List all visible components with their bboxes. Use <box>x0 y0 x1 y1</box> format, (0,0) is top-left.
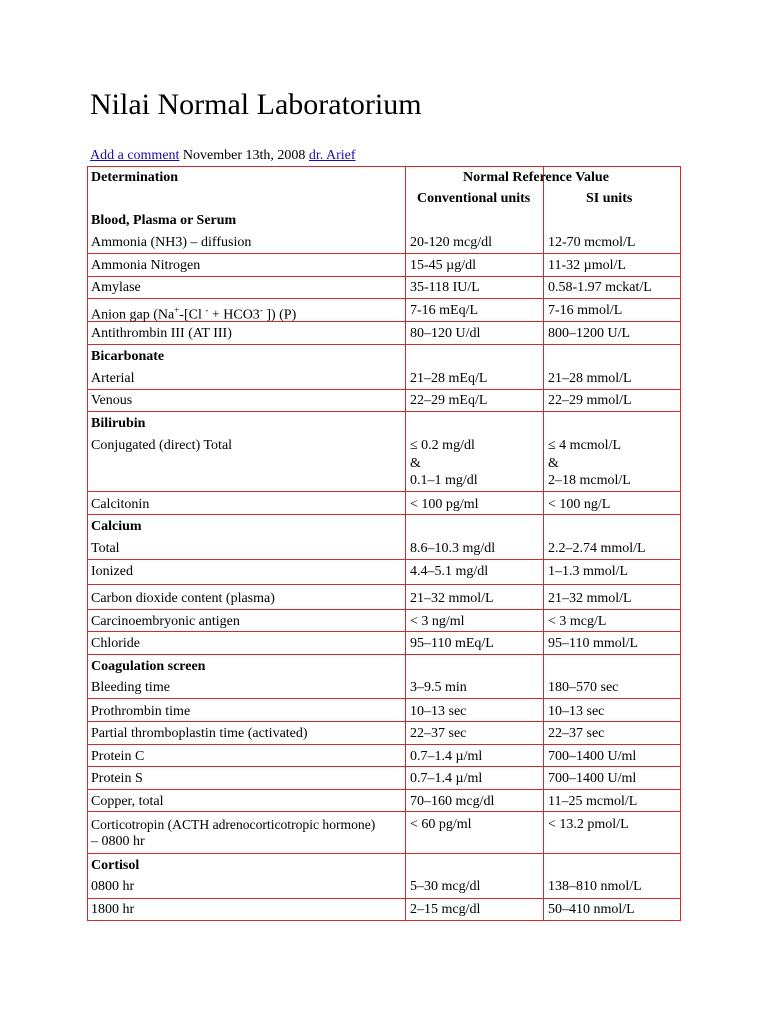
row-anion-gap-si: 7-16 mmol/L <box>548 303 623 318</box>
row-venous-name: Venous <box>91 393 133 408</box>
row-conjugated-conv-2: 0.1–1 mg/dl <box>410 473 478 488</box>
row-ptt-name: Partial thromboplastin time (activated) <box>91 726 308 741</box>
row-divider <box>87 253 681 254</box>
row-conjugated-conv-1: ≤ 0.2 mg/dl <box>410 438 475 453</box>
row-antithrombin-name: Antithrombin III (AT III) <box>91 326 232 341</box>
row-protein-c-name: Protein C <box>91 749 145 764</box>
row-arterial-name: Arterial <box>91 371 135 386</box>
header-conventional: Conventional units <box>417 191 531 206</box>
row-divider <box>87 698 681 699</box>
column-divider <box>405 166 406 921</box>
header-determination: Determination <box>91 170 179 185</box>
row-copper-name: Copper, total <box>91 794 164 809</box>
section-blood: Blood, Plasma or Serum <box>91 213 237 228</box>
row-venous-si: 22–29 mmol/L <box>548 393 632 408</box>
author-link[interactable]: dr. Arief <box>308 148 356 163</box>
row-1800-si: 50–410 nmol/L <box>548 902 635 917</box>
row-chloride-si: 95–110 mmol/L <box>548 636 639 651</box>
row-prothrombin-conv: 10–13 sec <box>410 704 467 719</box>
row-copper-conv: 70–160 mcg/dl <box>410 794 495 809</box>
row-total-si: 2.2–2.74 mmol/L <box>548 541 646 556</box>
row-acth-conv: < 60 pg/ml <box>410 817 472 832</box>
row-calcitonin-conv: < 100 pg/ml <box>410 497 479 512</box>
row-arterial-conv: 21–28 mEq/L <box>410 371 488 386</box>
row-divider <box>87 276 681 277</box>
row-ammonia-name: Ammonia (NH3) – diffusion <box>91 235 252 250</box>
row-conjugated-name: Conjugated (direct) Total <box>91 438 233 453</box>
row-calcitonin-name: Calcitonin <box>91 497 150 512</box>
row-divider <box>87 609 681 610</box>
row-total-conv: 8.6–10.3 mg/dl <box>410 541 496 556</box>
post-meta <box>90 148 356 164</box>
row-1800-conv: 2–15 mcg/dl <box>410 902 481 917</box>
row-ionized-name: Ionized <box>91 564 133 579</box>
row-anion-gap-conv: 7-16 mEq/L <box>410 303 479 318</box>
row-conjugated-si-1: ≤ 4 mcmol/L <box>548 438 622 453</box>
row-cea-si: < 3 mcg/L <box>548 614 607 629</box>
row-amylase-conv: 35-118 IU/L <box>410 280 480 295</box>
row-divider <box>87 654 681 655</box>
row-calcitonin-si: < 100 ng/L <box>548 497 611 512</box>
row-divider <box>87 898 681 899</box>
row-co2-conv: 21–32 mmol/L <box>410 591 494 606</box>
row-venous-conv: 22–29 mEq/L <box>410 393 488 408</box>
row-protein-s-conv: 0.7–1.4 µ/ml <box>410 771 483 786</box>
row-divider <box>87 584 681 585</box>
row-antithrombin-conv: 80–120 U/dl <box>410 326 481 341</box>
row-protein-c-si: 700–1400 U/ml <box>548 749 637 764</box>
row-amylase-name: Amylase <box>91 280 141 295</box>
row-ammonia-conv: 20-120 mcg/dl <box>410 235 493 250</box>
post-date: November 13th, 2008 <box>182 148 306 163</box>
row-acth-name-1: Corticotropin (ACTH adrenocorticotropic hormone) <box>91 817 376 832</box>
row-total-name: Total <box>91 541 120 556</box>
row-divider <box>87 811 681 812</box>
row-ammonia-n-conv: 15-45 µg/dl <box>410 258 477 273</box>
row-divider <box>87 491 681 492</box>
row-cea-conv: < 3 ng/ml <box>410 614 465 629</box>
row-divider <box>87 766 681 767</box>
row-antithrombin-si: 800–1200 U/L <box>548 326 631 341</box>
row-divider <box>87 631 681 632</box>
row-protein-s-name: Protein S <box>91 771 143 786</box>
row-divider <box>87 721 681 722</box>
row-0800-si: 138–810 nmol/L <box>548 879 642 894</box>
row-cea-name: Carcinoembryonic antigen <box>91 614 240 629</box>
add-comment-link[interactable]: Add a comment <box>90 148 180 163</box>
row-conjugated-si-amp: & <box>548 456 559 471</box>
row-ptt-si: 22–37 sec <box>548 726 605 741</box>
row-co2-si: 21–32 mmol/L <box>548 591 632 606</box>
row-0800-name: 0800 hr <box>91 879 135 894</box>
row-divider <box>87 744 681 745</box>
section-bicarbonate: Bicarbonate <box>91 349 165 364</box>
row-co2-name: Carbon dioxide content (plasma) <box>91 591 275 606</box>
section-cortisol: Cortisol <box>91 858 140 873</box>
section-coagulation: Coagulation screen <box>91 659 206 674</box>
row-divider <box>87 559 681 560</box>
row-ammonia-n-name: Ammonia Nitrogen <box>91 258 201 273</box>
row-divider <box>87 853 681 854</box>
row-divider <box>87 344 681 345</box>
row-acth-name-2: – 0800 hr <box>91 834 145 849</box>
row-divider <box>87 789 681 790</box>
row-protein-c-conv: 0.7–1.4 µ/ml <box>410 749 483 764</box>
column-divider <box>543 166 544 921</box>
row-protein-s-si: 700–1400 U/ml <box>548 771 637 786</box>
page-title: Nilai Normal Laboratorium <box>90 88 422 121</box>
row-divider <box>87 411 681 412</box>
header-si: SI units <box>586 191 633 206</box>
row-ptt-conv: 22–37 sec <box>410 726 467 741</box>
row-0800-conv: 5–30 mcg/dl <box>410 879 481 894</box>
row-divider <box>87 298 681 299</box>
row-prothrombin-name: Prothrombin time <box>91 704 191 719</box>
row-bleeding-si: 180–570 sec <box>548 680 619 695</box>
row-amylase-si: 0.58-1.97 mckat/L <box>548 280 652 295</box>
row-bleeding-conv: 3–9.5 min <box>410 680 467 695</box>
row-conjugated-si-2: 2–18 mcmol/L <box>548 473 631 488</box>
row-ionized-si: 1–1.3 mmol/L <box>548 564 629 579</box>
row-ammonia-n-si: 11-32 µmol/L <box>548 258 626 273</box>
row-prothrombin-si: 10–13 sec <box>548 704 605 719</box>
row-chloride-conv: 95–110 mEq/L <box>410 636 494 651</box>
row-anion-gap-name: Anion gap (Na+-[Cl - + HCO3- ]) (P) <box>91 305 297 323</box>
row-chloride-name: Chloride <box>91 636 140 651</box>
section-bilirubin: Bilirubin <box>91 416 146 431</box>
row-ammonia-si: 12-70 mcmol/L <box>548 235 636 250</box>
header-reference: Normal Reference Value <box>463 170 609 185</box>
row-divider <box>87 389 681 390</box>
row-acth-si: < 13.2 pmol/L <box>548 817 629 832</box>
row-ionized-conv: 4.4–5.1 mg/dl <box>410 564 489 579</box>
row-bleeding-name: Bleeding time <box>91 680 170 695</box>
row-divider <box>87 514 681 515</box>
row-arterial-si: 21–28 mmol/L <box>548 371 632 386</box>
section-calcium: Calcium <box>91 519 142 534</box>
row-copper-si: 11–25 mcmol/L <box>548 794 638 809</box>
row-conjugated-conv-amp: & <box>410 456 421 471</box>
row-1800-name: 1800 hr <box>91 902 135 917</box>
